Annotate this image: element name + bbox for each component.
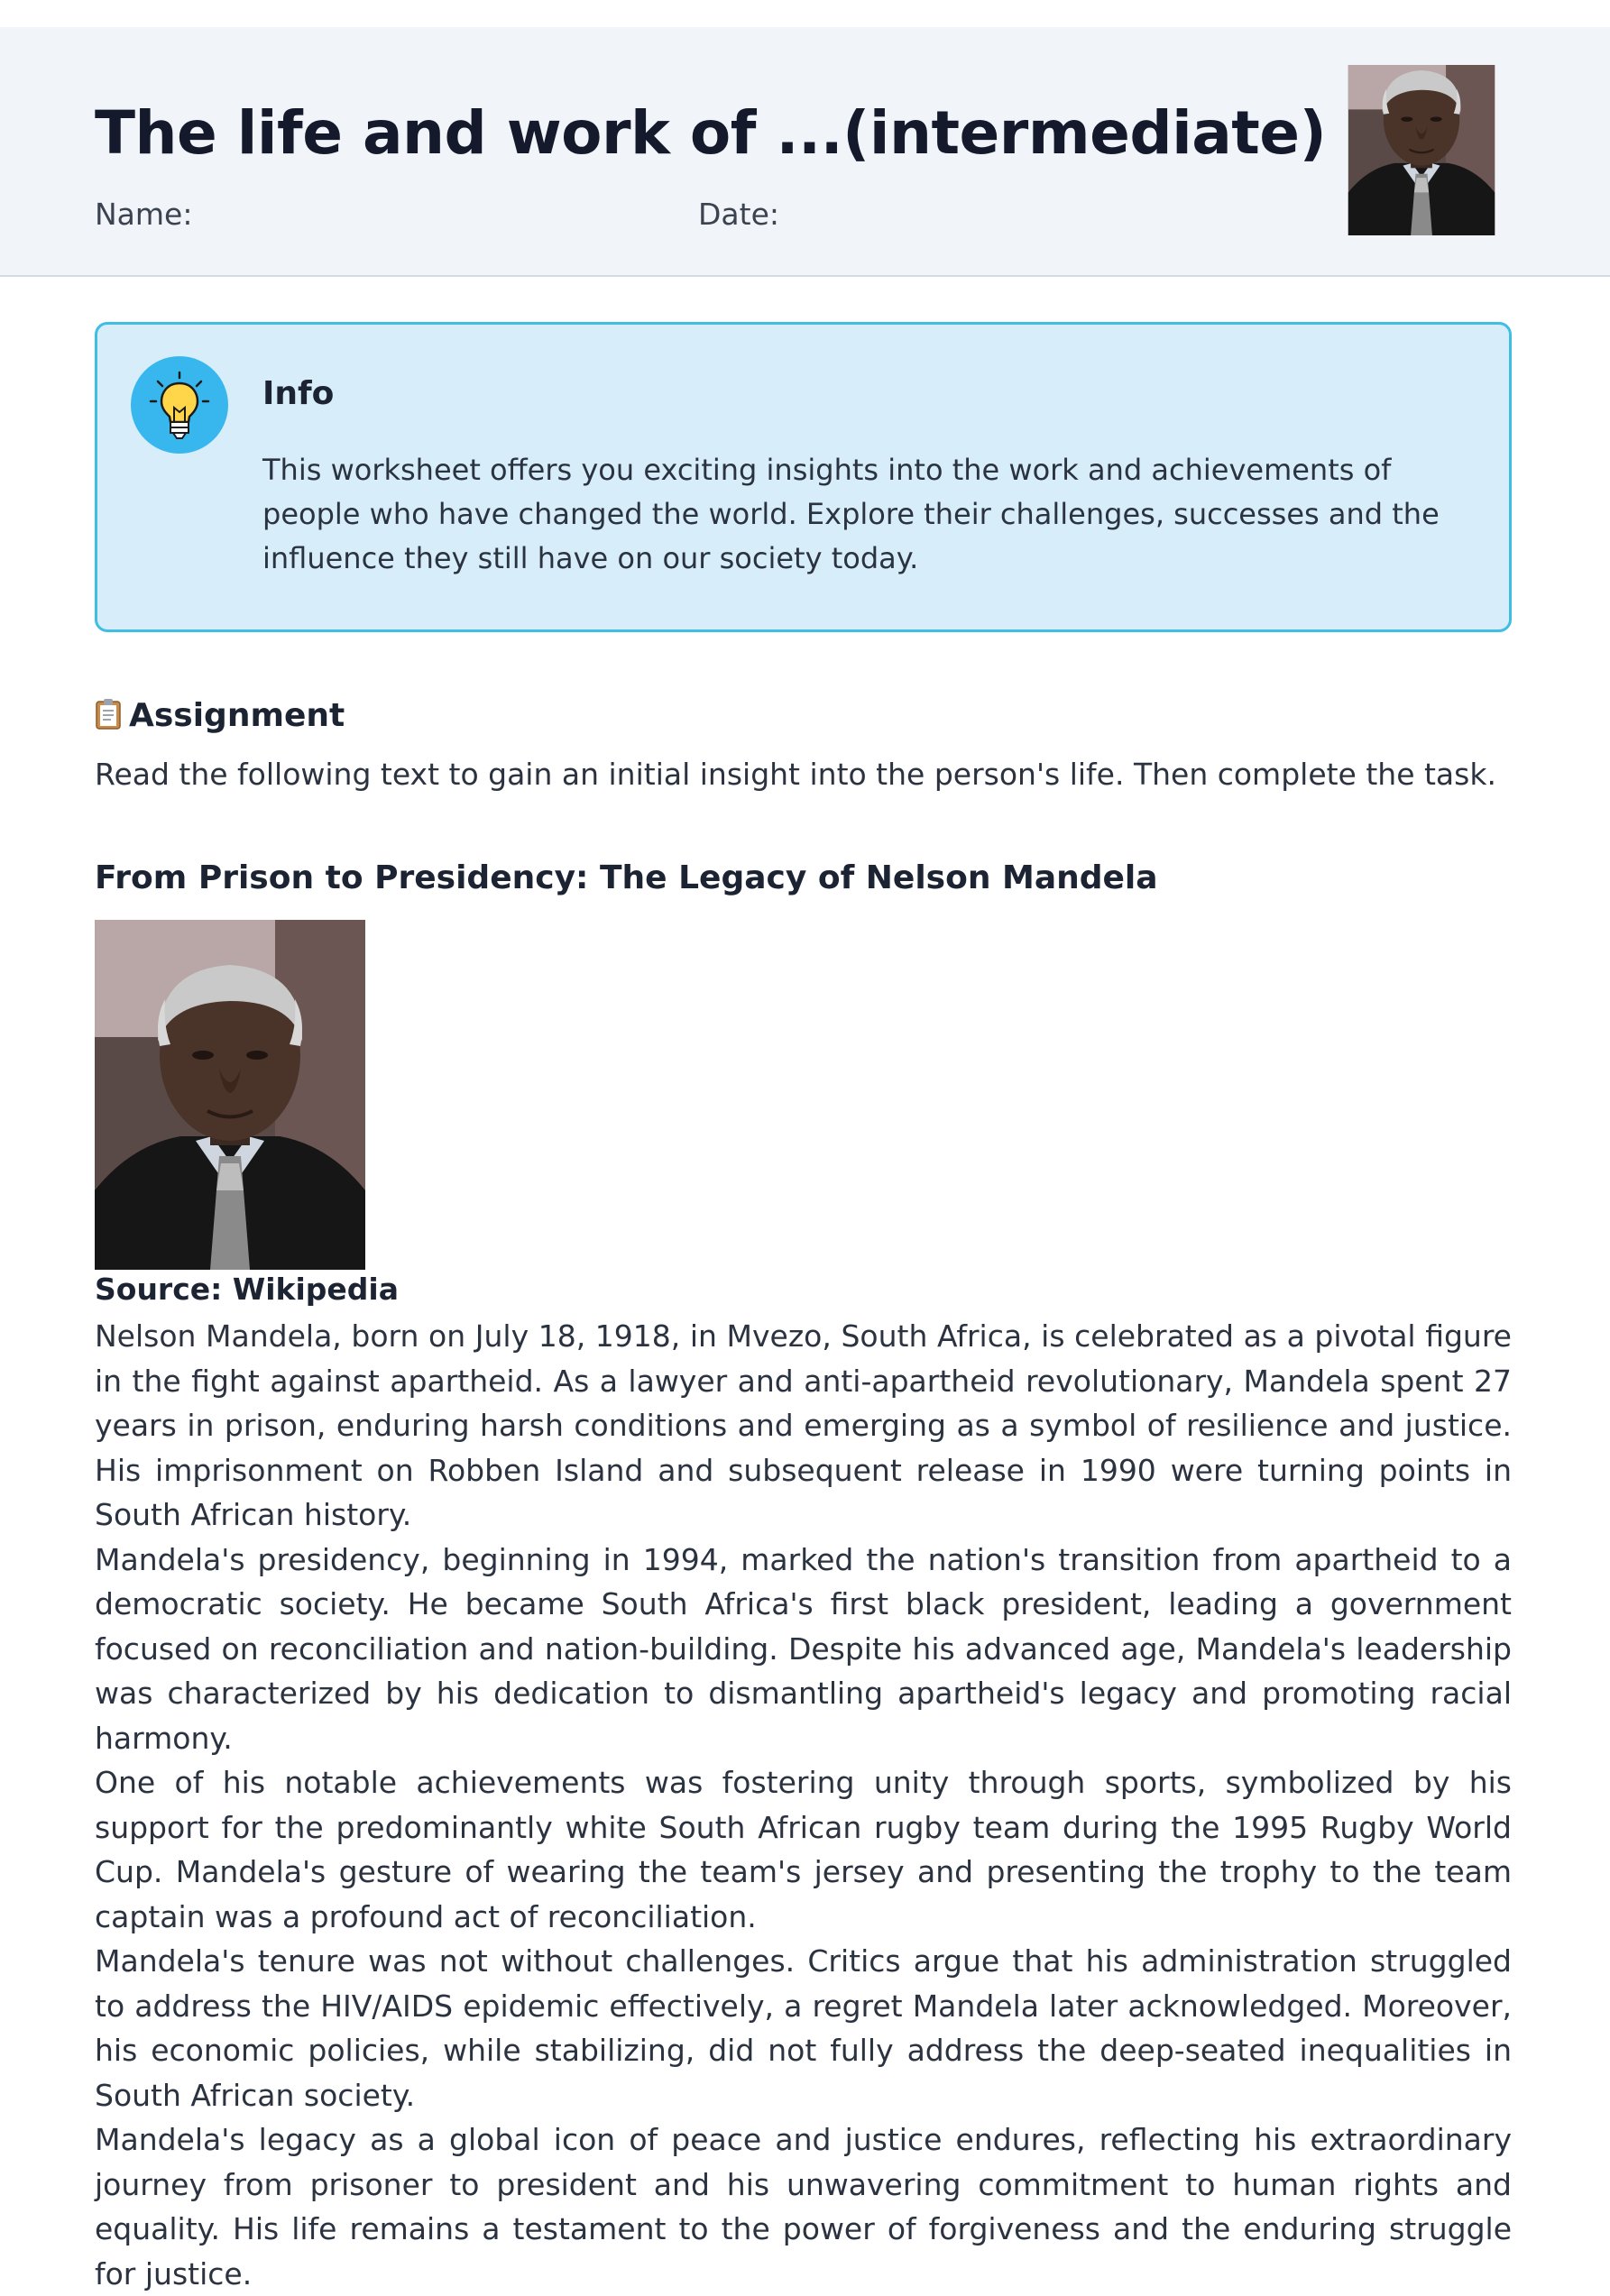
article-title: From Prison to Presidency: The Legacy of Nelson Mandela [95, 859, 1158, 896]
article-body [95, 1314, 1512, 2296]
assignment-text: Read the following text to gain an initial insight into the person's life. Then complete the task. [95, 757, 1496, 792]
article-paragraph: Nelson Mandela, born on July 18, 1918, in Mvezo, South Africa, is celebrated as a pivotal figure in the fight against apartheid. As a lawyer and anti-apartheid revolutionary, Mandela spent 27 years in prison, enduring harsh conditions and emerging as a symbol of resilience and justice. His imprisonment on Robben Island and subsequent release in 1990 were turning points in South African history. [95, 1318, 1512, 1532]
name-label: Name: [95, 197, 193, 232]
article-portrait-photo [95, 920, 365, 1270]
assignment-heading [95, 696, 345, 739]
info-heading: Info [262, 375, 335, 412]
date-label: Date: [698, 197, 779, 232]
clipboard-icon [95, 697, 122, 739]
page-title: The life and work of ...(intermediate) [95, 98, 1327, 168]
photo-source-caption: Source: Wikipedia [95, 1272, 400, 1307]
article-paragraph: Mandela's legacy as a global icon of peace and justice endures, reflecting his extraordinary journey from prisoner to president and his unwavering commitment to human rights and equality. His life remains a testament to the power of forgiveness and the enduring struggle for justice. [95, 2122, 1512, 2291]
header-portrait-photo [1327, 65, 1516, 254]
article-paragraph: Mandela's tenure was not without challenges. Critics argue that his administration struggled to address the HIV/AIDS epidemic effectively, a regret Mandela later acknowledged. Moreover, his economic policies, while stabilizing, did not fully address the deep-seated inequalities in South African society. [95, 1943, 1512, 2113]
article-paragraph: Mandela's presidency, beginning in 1994, marked the nation's transition from apartheid to a democratic society. He became South Africa's first black president, leading a government focused on reconciliation and nation-building. Despite his advanced age, Mandela's leadership was characterized by his dedication to dismantling apartheid's legacy and promoting racial harmony. [95, 1541, 1512, 1756]
assignment-heading-label: Assignment [129, 697, 345, 734]
lightbulb-icon [131, 356, 228, 454]
worksheet-header [0, 27, 1610, 277]
info-box [95, 322, 1512, 632]
info-text: This worksheet offers you exciting insights into the work and achievements of people who have changed the world. Explore their challenges, successes and the influence they still have on our society today. [262, 453, 1440, 575]
article-paragraph: One of his notable achievements was fostering unity through sports, symbolized by his support for the predominantly white South African rugby team during the 1995 Rugby World Cup. Mandela's gesture of wearing the team's jersey and presenting the trophy to the team captain was a profound act of reconciliation. [95, 1765, 1512, 1934]
